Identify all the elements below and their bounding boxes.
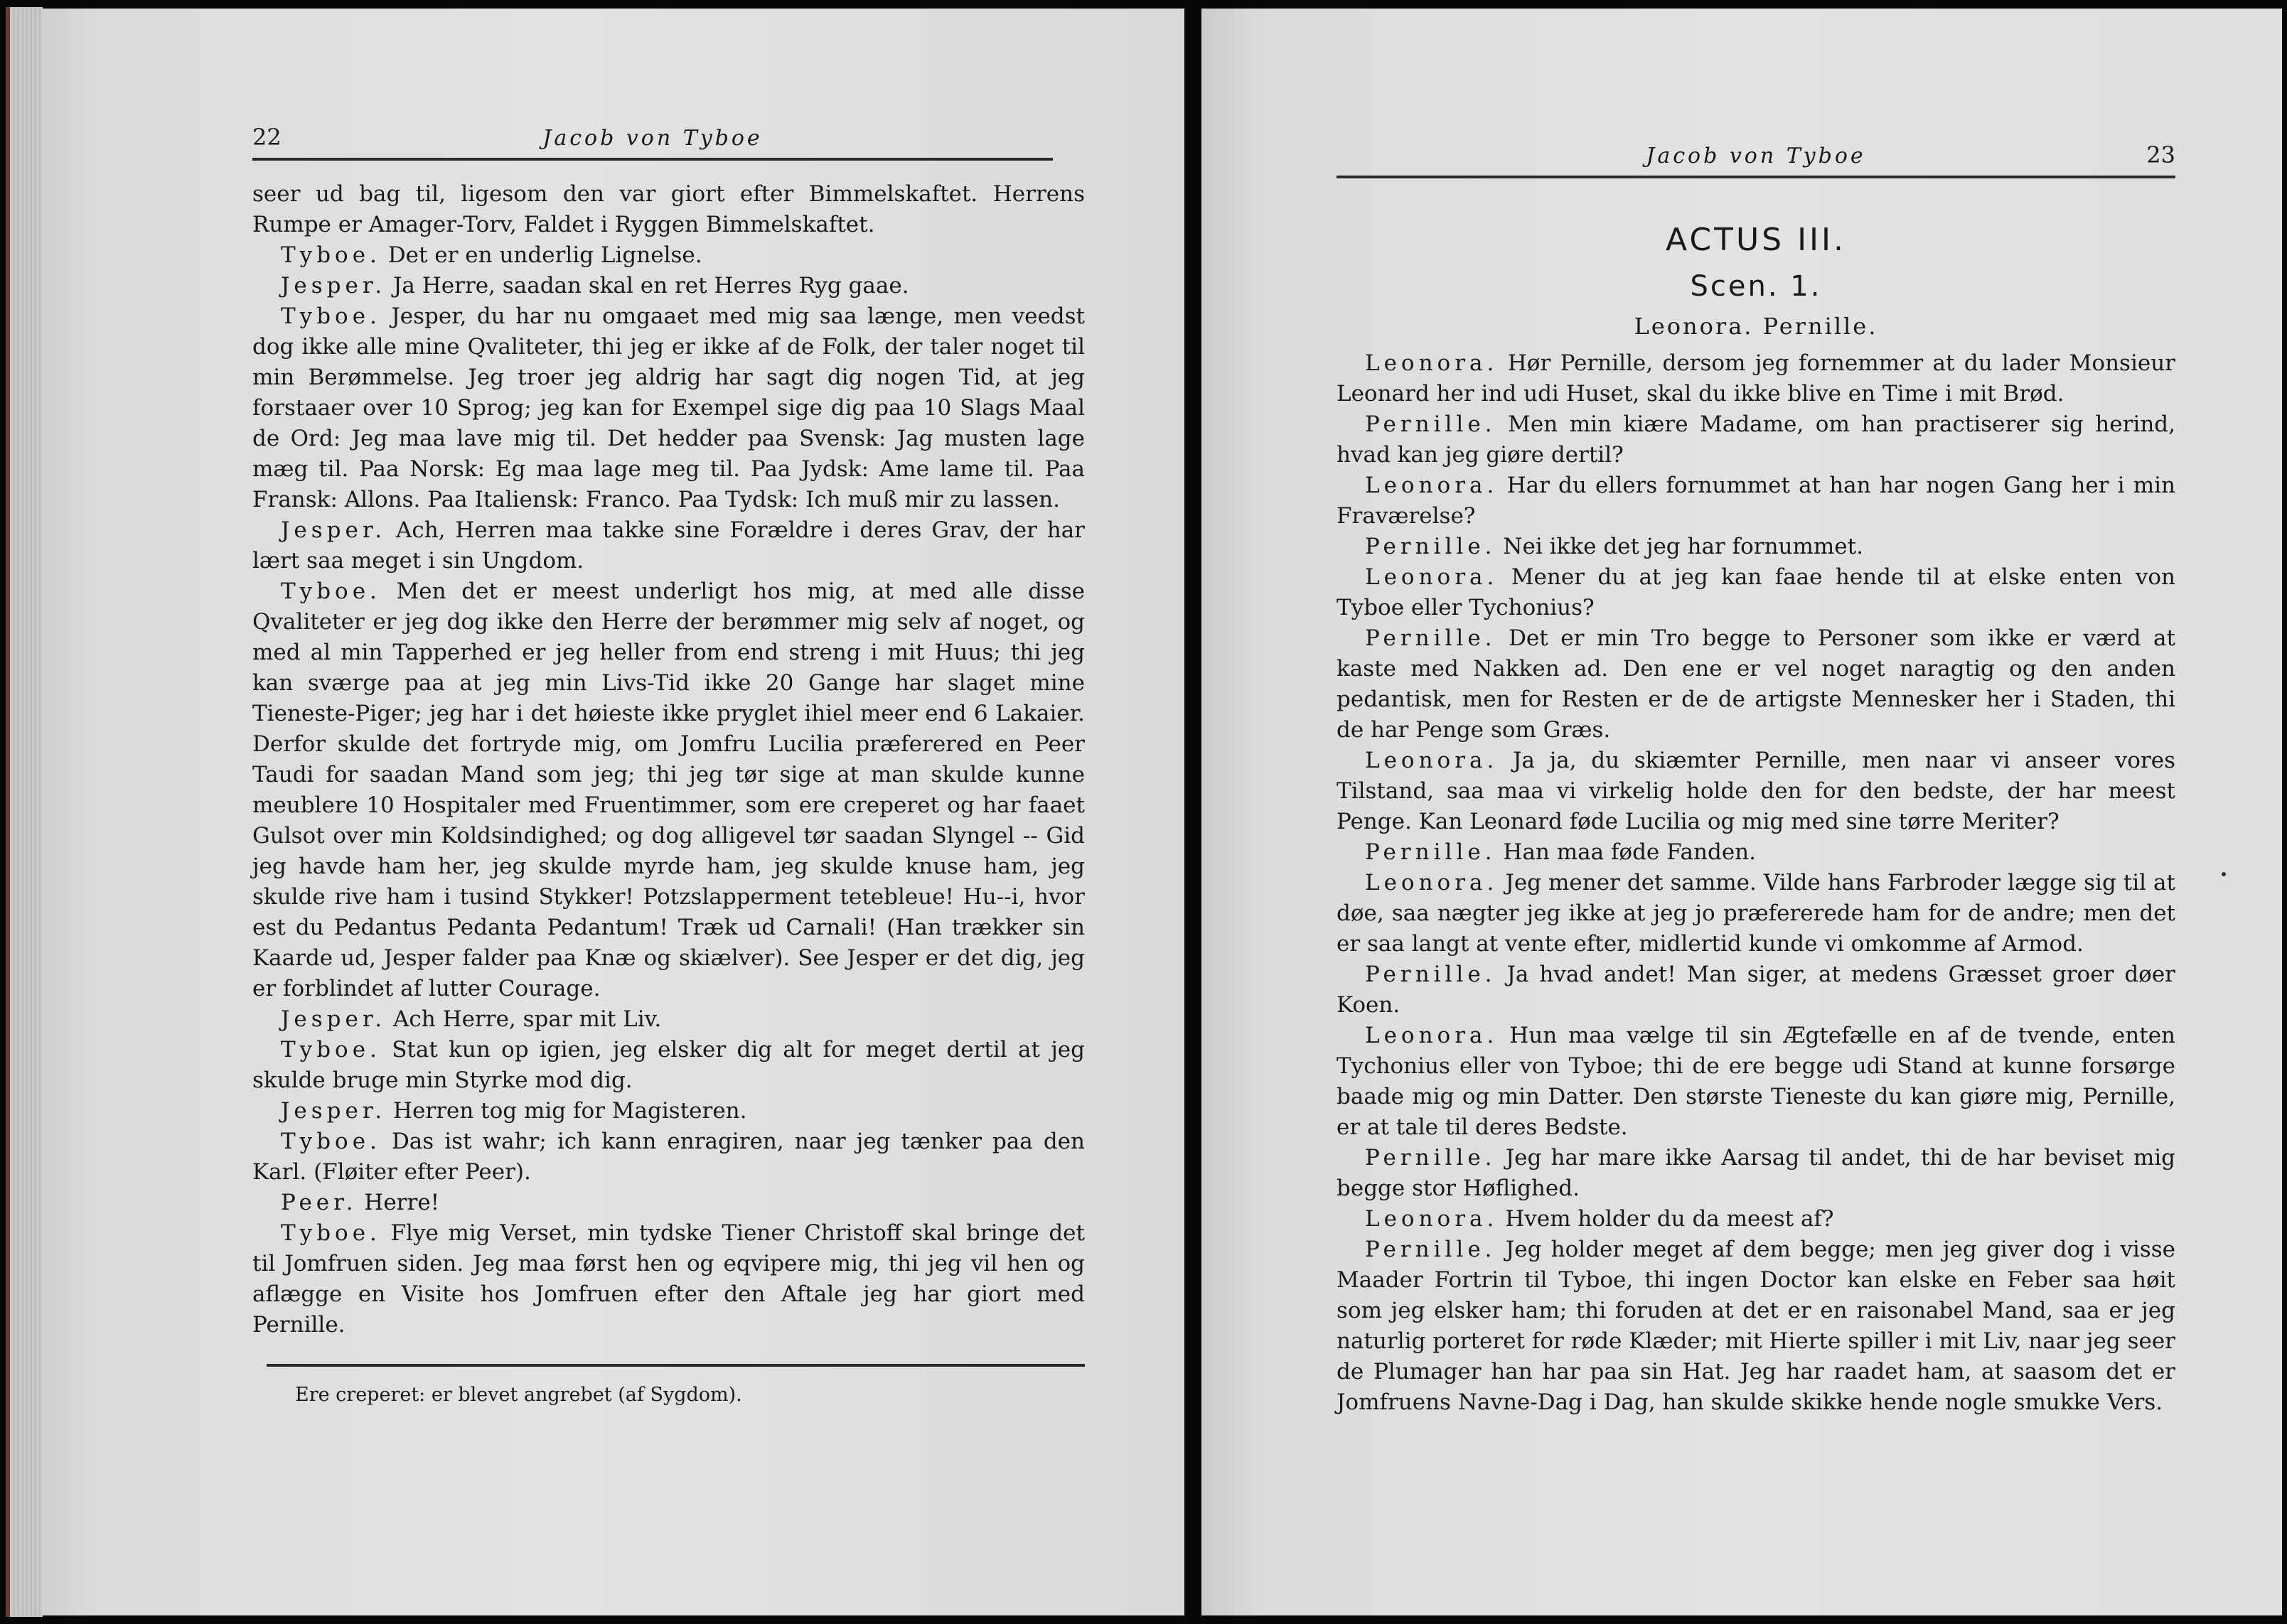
paragraph xyxy=(1337,348,2175,409)
speaker-name: Leonora. xyxy=(1365,350,1499,376)
speaker-name: Pernille. xyxy=(1365,839,1496,865)
scene-heading: Scen. 1. xyxy=(1690,270,1822,303)
paragraph-text: Jeg mener det samme. Vilde hans Farbroder lægge sig til at døe, saa nægter jeg ikke at jeg jo præfererede ham for de andre; men det er saa langt at vente efter, midlertid kunde vi omkomme af Armod. xyxy=(1337,870,2176,957)
paragraph-text: Herre! xyxy=(364,1190,440,1215)
speaker-name: Leonora. xyxy=(1365,473,1499,498)
footnote-divider xyxy=(267,1364,1085,1367)
paragraph-text: Nei ikke det jeg har fornummet. xyxy=(1503,534,1863,559)
paragraph xyxy=(252,1218,1085,1340)
paragraph xyxy=(252,1188,1085,1218)
paragraph xyxy=(1337,1235,2175,1418)
paragraph xyxy=(252,1126,1085,1188)
paragraph-text: Ach Herre, spar mit Liv. xyxy=(393,1006,662,1032)
paragraph-text: Flye mig Verset, min tydske Tiener Christoff skal bringe det til Jomfruen siden. Jeg maa først hen og eqvipere mig, thi jeg vil hen og aflægge en Visite hos Jomfruen efter den Aftale jeg har giort med Pernille. xyxy=(252,1220,1085,1338)
paragraph-text: Men det er meest underligt hos mig, at med alle disse Qvaliteter er jeg dog ikke den Herre der berømmer mig selv af noget, og med al min Tapperhed er jeg heller from end streng i mit Huus; thi jeg kan sværge paa at jeg min Livs-Tid ikke 20 Gange har slaget mine Tieneste-Piger; jeg har i det høieste ikke pryglet ihiel meer end 6 Lakaier. Derfor skulde det fortryde mig, om Jomfru Lucilia præferered en Peer Taudi for saadan Mand som jeg; thi jeg tør sige at man skulde kunne meublere 10 Hospitaler med Fruentimmer, som ere creperet og har faaet Gulsot over min Koldsindighed; og dog alligevel tør saadan Slyngel -- Gid jeg havde ham her, jeg skulde myrde ham, jeg skulde knuse ham, jeg skulde rive ham i tusind Stykker! Potzslapperment tetebleue! Hu--i, hvor est du Pedantus Pedanta Pedantum! Træk ud Carnali! (Han trækker sin Kaarde ud, Jesper falder paa Knæ og skiælver). See Jesper er det dig, jeg er forblindet af lutter Courage. xyxy=(252,579,1086,1001)
paragraph-text: Det er en underlig Lignelse. xyxy=(387,242,702,268)
left-page xyxy=(43,9,1184,1615)
left-page-header xyxy=(252,108,1053,161)
scene-persons: Leonora. Pernille. xyxy=(1634,313,1878,340)
paragraph xyxy=(252,576,1085,1004)
speaker-name: Tyboe. xyxy=(281,1037,381,1063)
speaker-name: Pernille. xyxy=(1365,962,1496,987)
left-page-body xyxy=(252,179,1085,1340)
speaker-name: Tyboe. xyxy=(281,1220,381,1246)
speaker-name: Pernille. xyxy=(1365,1237,1496,1262)
paragraph-text: Das ist wahr; ich kann enragiren, naar jeg tænker paa den Karl. (Fløiter efter Peer). xyxy=(252,1129,1085,1185)
speaker-name: Leonora. xyxy=(1365,564,1499,590)
paragraph xyxy=(252,301,1085,515)
left-page-number: 22 xyxy=(252,124,282,151)
paragraph xyxy=(1337,532,2175,562)
paragraph xyxy=(252,1004,1085,1035)
paragraph xyxy=(1337,409,2175,470)
speaker-name: Jesper. xyxy=(281,1006,387,1032)
paragraph-text: Men min kiære Madame, om han practiserer sig herind, hvad kan jeg giøre dertil? xyxy=(1337,412,2175,468)
speaker-name: Leonora. xyxy=(1365,1206,1499,1232)
speaker-name: Pernille. xyxy=(1365,534,1496,559)
right-page xyxy=(1201,9,2282,1615)
paragraph-text: Jeg holder meget af dem begge; men jeg giver dog i visse Maader Fortrin til Tyboe, thi ingen Doctor kan elske en Feber saa høit som jeg elsker ham; thi foruden at det er en raisonabel Mand, saa er jeg naturlig porteret for røde Klæder; mit Hierte spiller i mit Liv, naar jeg seer de Plumager han har paa sin Hat. Jeg har raadet ham, at saasom det er Jomfruens Navne-Dag i Dag, han skulde skikke hende nogle smukke Vers. xyxy=(1337,1237,2176,1415)
paragraph-text: Herren tog mig for Magisteren. xyxy=(393,1098,747,1124)
paragraph-text: Han maa føde Fanden. xyxy=(1503,839,1756,865)
paragraph xyxy=(1337,562,2175,623)
speaker-name: Pernille. xyxy=(1365,1145,1496,1171)
paragraph-text: Hør Pernille, dersom jeg fornemmer at du lader Monsieur Leonard her ind udi Huset, skal du ikke blive en Time i mit Brød. xyxy=(1337,350,2175,407)
right-page-body xyxy=(1337,348,2175,1418)
paragraph xyxy=(252,179,1085,240)
paragraph xyxy=(252,1035,1085,1096)
speaker-name: Pernille. xyxy=(1365,625,1496,651)
speaker-name: Leonora. xyxy=(1365,870,1499,896)
paragraph-text: Ja hvad andet! Man siger, at medens Græsset groer døer Koen. xyxy=(1337,962,2176,1018)
right-page-number: 23 xyxy=(2146,141,2175,168)
paragraph xyxy=(1337,470,2175,532)
paragraph xyxy=(1337,1021,2175,1143)
speaker-name: Tyboe. xyxy=(281,579,381,604)
paragraph-text: Ja Herre, saadan skal en ret Herres Ryg gaae. xyxy=(393,273,909,299)
paragraph-text: Hun maa vælge til sin Ægtefælle en af de tvende, enten Tychonius eller von Tyboe; thi de ere begge udi Stand at kunne forsørge baade mig og min Datter. Den største Tieneste du kan giøre mig, Pernille, er at tale til deres Bedste. xyxy=(1337,1023,2176,1140)
paper-speck xyxy=(2222,872,2226,876)
paragraph xyxy=(252,271,1085,301)
paragraph xyxy=(252,1096,1085,1126)
paragraph xyxy=(252,240,1085,271)
speaker-name: Jesper. xyxy=(281,1098,387,1124)
book-page-edges xyxy=(10,7,43,1617)
speaker-name: Leonora. xyxy=(1365,748,1499,773)
paragraph xyxy=(1337,959,2175,1021)
footnote: Ere creperet: er blevet angrebet (af Sygdom). xyxy=(295,1384,742,1406)
speaker-name: Peer. xyxy=(281,1190,358,1215)
act-heading: ACTUS III. xyxy=(1666,222,1846,258)
speaker-name: Tyboe. xyxy=(281,303,381,329)
paragraph-text: Hvem holder du da meest af? xyxy=(1505,1206,1834,1232)
paragraph-text: Jesper, du har nu omgaaet med mig saa længe, men veedst dog ikke alle mine Qvaliteter, thi jeg er ikke af de Folk, der taler noget til min Berømmelse. Jeg troer jeg aldrig har sagt dig nogen Tid, at jeg forstaaer over 10 Sprog; jeg kan for Exempel sige dig paa 10 Slags Maal de Ord: Jeg maa lave mig til. Det hedder paa Svensk: Jag musten lage mæg til. Paa Norsk: Eg maa lage meg til. Paa Jydsk: Ame lame til. Paa Fransk: Allons. Paa Italiensk: Franco. Paa Tydsk: Ich muß mir zu lassen. xyxy=(252,303,1086,512)
speaker-name: Leonora. xyxy=(1365,1023,1499,1048)
paragraph xyxy=(1337,868,2175,959)
speaker-name: Tyboe. xyxy=(281,242,381,268)
paragraph-text: Det er min Tro begge to Personer som ikke er værd at kaste med Nakken ad. Den ene er vel noget naragtig og den anden pedantisk, men for Resten er de de artigste Mennesker her i Staden, thi de har Penge som Græs. xyxy=(1337,625,2175,743)
right-page-header xyxy=(1337,126,2175,178)
speaker-name: Jesper. xyxy=(281,273,387,299)
left-running-title: Jacob von Tyboe xyxy=(542,126,763,151)
speaker-name: Jesper. xyxy=(281,517,387,543)
paragraph-text: Jeg har mare ikke Aarsag til andet, thi de har beviset mig begge stor Høflighed. xyxy=(1337,1145,2175,1201)
paragraph xyxy=(252,515,1085,576)
paragraph-text: Stat kun op igien, jeg elsker dig alt for meget dertil at jeg skulde bruge min Styrke mod dig. xyxy=(252,1037,1085,1093)
paragraph-text: seer ud bag til, ligesom den var giort efter Bimmelskaftet. Herrens Rumpe er Amager-Torv, Faldet i Ryggen Bimmelskaftet. xyxy=(252,181,1085,237)
paragraph xyxy=(1337,623,2175,746)
paragraph-text: Mener du at jeg kan faae hende til at elske enten von Tyboe eller Tychonius? xyxy=(1337,564,2176,620)
speaker-name: Tyboe. xyxy=(281,1129,381,1154)
paragraph-text: Ach, Herren maa takke sine Forældre i deres Grav, der har lært saa meget i sin Ungdom. xyxy=(252,517,1085,574)
paragraph-text: Har du ellers fornummet at han har nogen Gang her i min Fraværelse? xyxy=(1337,473,2176,529)
speaker-name: Pernille. xyxy=(1365,412,1496,437)
paragraph xyxy=(1337,1204,2175,1235)
paragraph xyxy=(1337,837,2175,868)
right-running-title: Jacob von Tyboe xyxy=(1646,144,1866,168)
paragraph xyxy=(1337,746,2175,837)
paragraph-text: Ja ja, du skiæmter Pernille, men naar vi anseer vores Tilstand, saa maa vi virkelig holde den for den bedste, der har meest Penge. Kan Leonard føde Lucilia og mig med sine tørre Meriter? xyxy=(1337,748,2176,834)
paragraph xyxy=(1337,1143,2175,1204)
